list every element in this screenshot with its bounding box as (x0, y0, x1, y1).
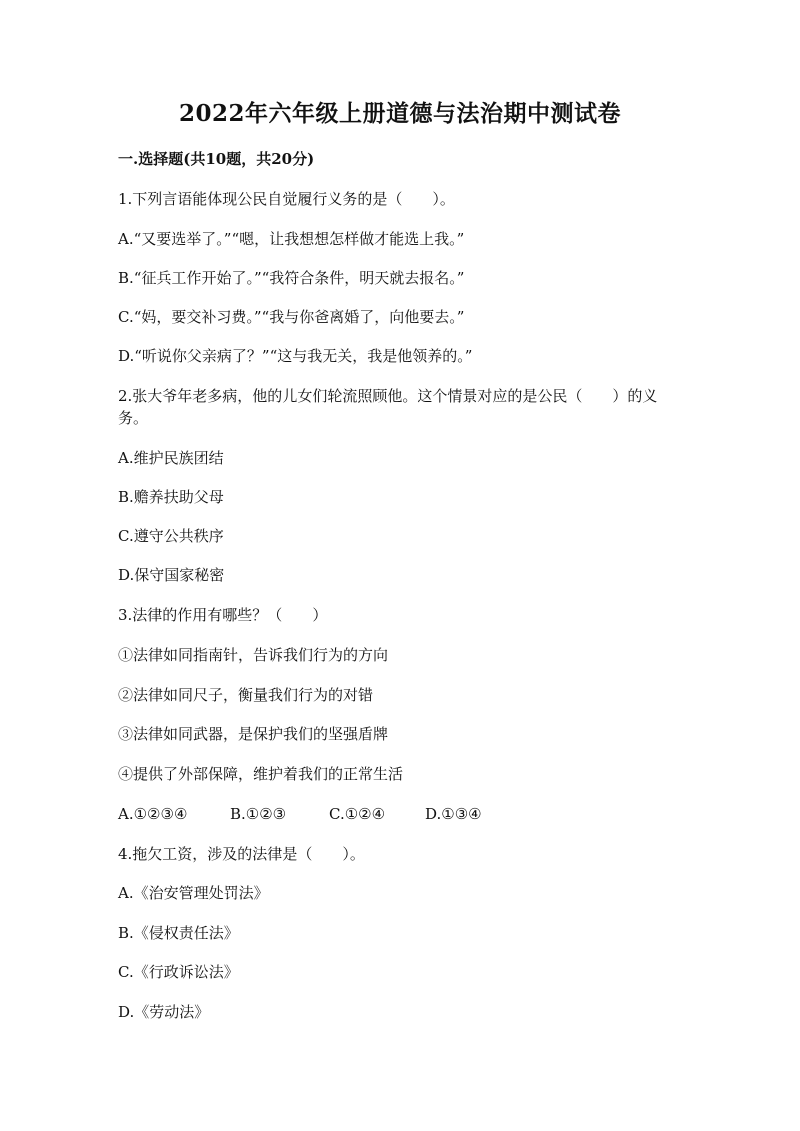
question-3-statement-3: ③法律如同武器，是保护我们的坚强盾牌 (118, 725, 389, 743)
question-3-option-d: D.①③④ (425, 805, 482, 823)
question-1-option-a: A.“又要选举了。”“嗯，让我想想怎样做才能选上我。” (118, 230, 465, 248)
question-4-option-d: D.《劳动法》 (118, 1003, 210, 1021)
question-1-stem: 1.下列言语能体现公民自觉履行义务的是（ ）。 (118, 190, 455, 208)
question-1-option-b: B.“征兵工作开始了。”“我符合条件，明天就去报名。” (118, 269, 465, 287)
question-3-options (118, 803, 678, 825)
question-3-stem: 3.法律的作用有哪些？（ ） (118, 606, 328, 624)
section-heading: 一.选择题(共10题，共20分) (118, 150, 315, 168)
question-2-option-d: D.保守国家秘密 (118, 566, 225, 584)
exam-title: 2022年六年级上册道德与法治期中测试卷 (178, 100, 621, 127)
question-3-statement-1: ①法律如同指南针，告诉我们行为的方向 (118, 646, 389, 664)
question-3-statement-2: ②法律如同尺子，衡量我们行为的对错 (118, 686, 374, 704)
question-3-option-a: A.①②③④ (118, 805, 188, 823)
question-1-option-c: C.“妈，要交补习费。”“我与你爸离婚了，向他要去。” (118, 308, 465, 326)
question-4-option-c: C.《行政诉讼法》 (118, 963, 239, 981)
question-4-option-b: B.《侵权责任法》 (118, 924, 239, 942)
question-2-stem: 2.张大爷年老多病，他的儿女们轮流照顾他。这个情景对应的是公民（ ）的义务。 (118, 387, 658, 427)
question-3-option-c: C.①②④ (329, 805, 386, 823)
question-4-stem: 4.拖欠工资，涉及的法律是（ ）。 (118, 845, 365, 863)
question-2-option-a: A.维护民族团结 (118, 449, 224, 467)
question-2-option-b: B.赡养扶助父母 (118, 488, 224, 506)
question-3-statement-4: ④提供了外部保障，维护着我们的正常生活 (118, 765, 404, 783)
question-4-option-a: A.《治安管理处罚法》 (118, 884, 269, 902)
question-2-option-c: C.遵守公共秩序 (118, 527, 224, 545)
question-3-option-b: B.①②③ (230, 805, 287, 823)
question-1-option-d: D.“听说你父亲病了？”“这与我无关，我是他领养的。” (118, 347, 473, 365)
